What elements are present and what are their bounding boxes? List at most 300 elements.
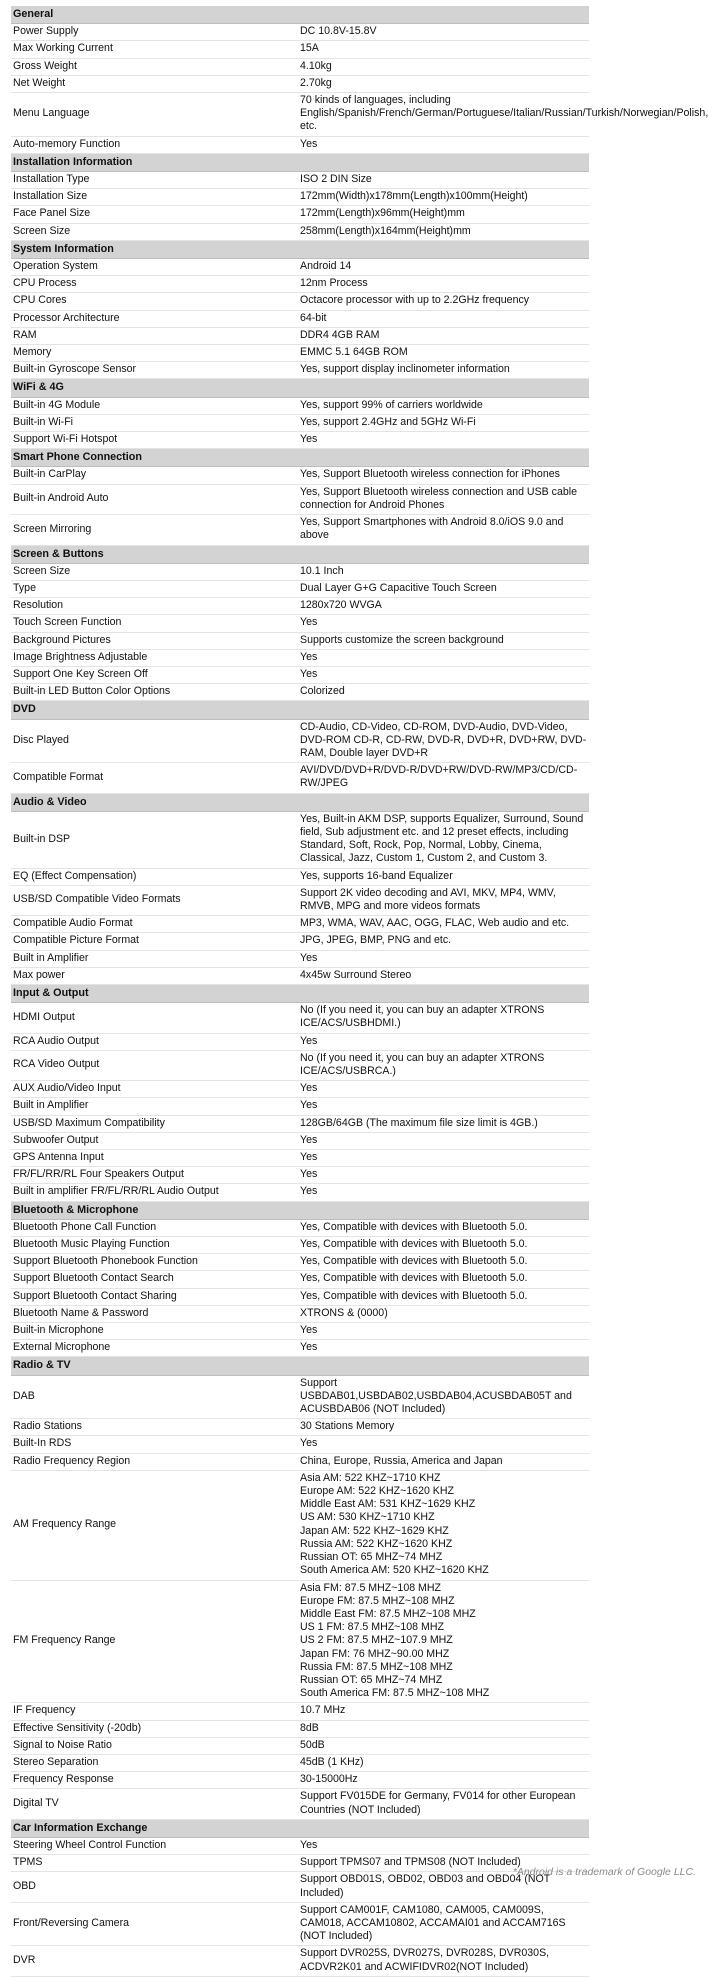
spec-row <box>11 1003 589 1033</box>
spec-row <box>11 1470 589 1580</box>
spec-value <box>300 563 589 580</box>
spec-value-line: 172mm(Length)x96mm(Height)mm <box>300 207 465 220</box>
spec-row <box>11 136 589 153</box>
spec-label: Built-in Microphone <box>11 1323 300 1340</box>
spec-label: Face Panel Size <box>11 206 300 223</box>
spec-value <box>300 1150 589 1167</box>
spec-row <box>11 24 589 41</box>
spec-value <box>300 1772 589 1789</box>
spec-value <box>300 1754 589 1771</box>
spec-value-line: Europe AM: 522 KHZ~1620 KHZ <box>300 1485 454 1498</box>
spec-label: Disc Played <box>11 719 300 763</box>
spec-label: Support Bluetooth Phonebook Function <box>11 1254 300 1271</box>
spec-value-line: MP3, WMA, WAV, AAC, OGG, FLAC, Web audio and etc. <box>300 917 570 930</box>
spec-value <box>300 868 589 885</box>
spec-label: Compatible Picture Format <box>11 933 300 950</box>
spec-value <box>300 41 589 58</box>
spec-label: Support Wi-Fi Hotspot <box>11 432 300 449</box>
spec-value-line: Middle East AM: 531 KHZ~1629 KHZ <box>300 1498 476 1511</box>
spec-row <box>11 1288 589 1305</box>
section-title: System Information <box>11 240 589 258</box>
spec-label: Built in Amplifier <box>11 1098 300 1115</box>
spec-value-line: Yes <box>300 1437 318 1450</box>
spec-label: Signal to Noise Ratio <box>11 1737 300 1754</box>
spec-value-line: China, Europe, Russia, America and Japan <box>300 1454 503 1467</box>
spec-row <box>11 293 589 310</box>
spec-label: Image Brightness Adjustable <box>11 649 300 666</box>
spec-value-line: Yes <box>300 1133 318 1146</box>
spec-label: Screen Mirroring <box>11 515 300 545</box>
spec-value <box>300 1375 589 1419</box>
spec-value-line: Yes <box>300 433 318 446</box>
spec-value <box>300 310 589 327</box>
spec-row <box>11 598 589 615</box>
spec-label: Effective Sensitivity (-20db) <box>11 1720 300 1737</box>
spec-label: Built-in DSP <box>11 811 300 868</box>
spec-value-line: US 1 FM: 87.5 MHZ~108 MHZ <box>300 1621 444 1634</box>
spec-row <box>11 1754 589 1771</box>
spec-row <box>11 1419 589 1436</box>
spec-label: Installation Type <box>11 172 300 189</box>
spec-value-line: 10.7 MHz <box>300 1704 346 1717</box>
spec-value <box>300 1902 589 1946</box>
spec-label: Built-in Gyroscope Sensor <box>11 362 300 379</box>
spec-label: Compatible Format <box>11 763 300 793</box>
spec-value-line: Supports customize the screen background <box>300 633 504 646</box>
spec-row <box>11 189 589 206</box>
spec-value <box>300 467 589 484</box>
spec-label: Screen Size <box>11 563 300 580</box>
spec-value-line: Yes, support display inclinometer information <box>300 363 510 376</box>
spec-row <box>11 58 589 75</box>
spec-row <box>11 310 589 327</box>
spec-label: Type <box>11 580 300 597</box>
spec-row <box>11 1081 589 1098</box>
spec-value-line: Yes, supports 16-band Equalizer <box>300 869 453 882</box>
spec-label: USB/SD Compatible Video Formats <box>11 885 300 915</box>
spec-row <box>11 276 589 293</box>
section-title: Input & Output <box>11 984 589 1002</box>
spec-value-line: Yes, Compatible with devices with Bluetooth 5.0. <box>300 1255 528 1268</box>
spec-value <box>300 397 589 414</box>
spec-value <box>300 136 589 153</box>
spec-row <box>11 1580 589 1703</box>
spec-row <box>11 1305 589 1322</box>
spec-row <box>11 1033 589 1050</box>
section-title: DVD <box>11 701 589 719</box>
spec-label: Built in Amplifier <box>11 950 300 967</box>
spec-value-line: Support CAM001F, CAM1080, CAM005, CAM009S, CAM018, ACCAM10802, ACCAMAI01 and ACCAM716S (NOT Included) <box>300 1903 566 1943</box>
spec-value-line: 64-bit <box>300 311 327 324</box>
section-header-row <box>11 793 589 811</box>
spec-value-line: Colorized <box>300 685 345 698</box>
spec-row <box>11 967 589 984</box>
spec-value <box>300 598 589 615</box>
spec-value-line: AVI/DVD/DVD+R/DVD-R/DVD+RW/DVD-RW/MP3/CD/CD-RW/JPEG <box>300 764 578 790</box>
spec-value-line: 30-15000Hz <box>300 1773 358 1786</box>
spec-label: Frequency Response <box>11 1772 300 1789</box>
spec-row <box>11 1436 589 1453</box>
spec-label: Power Supply <box>11 24 300 41</box>
section-title: Bluetooth & Microphone <box>11 1201 589 1219</box>
spec-value-line: Asia FM: 87.5 MHZ~108 MHZ <box>300 1581 441 1594</box>
spec-value <box>300 1340 589 1357</box>
spec-row <box>11 1132 589 1149</box>
spec-row <box>11 1115 589 1132</box>
spec-value-line: Yes <box>300 1082 318 1095</box>
spec-value <box>300 1098 589 1115</box>
spec-row <box>11 811 589 868</box>
spec-row <box>11 684 589 701</box>
spec-value <box>300 1033 589 1050</box>
spec-value-line: Support FV015DE for Germany, FV014 for other European Countries (NOT Included) <box>300 1790 576 1816</box>
spec-row <box>11 1150 589 1167</box>
spec-value <box>300 515 589 545</box>
spec-label: Built in amplifier FR/FL/RR/RL Audio Output <box>11 1184 300 1201</box>
spec-value-line: Support USBDAB01,USBDAB02,USBDAB04,ACUSBDAB05T and ACUSBDAB06 (NOT Included) <box>300 1376 572 1416</box>
spec-value <box>300 1132 589 1149</box>
spec-value <box>300 1737 589 1754</box>
spec-value-line: Yes, Compatible with devices with Bluetooth 5.0. <box>300 1220 528 1233</box>
spec-value-line: Yes, Built-in AKM DSP, supports Equalizer, Surround, Sound field, Sub adjustment etc. and 12 preset effects, including Standard, Soft, Rock, Pop, Normal, Lobby, Cinema, Classical, Jazz, Custom 1, Custom 2, and Custom 3. <box>300 812 584 865</box>
spec-label: TPMS <box>11 1855 300 1872</box>
spec-value <box>300 811 589 868</box>
spec-value <box>300 1305 589 1322</box>
spec-value <box>300 615 589 632</box>
spec-row <box>11 615 589 632</box>
spec-value-line: Yes <box>300 1168 318 1181</box>
spec-row <box>11 1737 589 1754</box>
spec-value <box>300 950 589 967</box>
section-header-row <box>11 545 589 563</box>
spec-value <box>300 345 589 362</box>
spec-value-line: No (If you need it, you can buy an adapter XTRONS ICE/ACS/USBHDMI.) <box>300 1004 545 1030</box>
spec-value <box>300 362 589 379</box>
spec-value-line: Russian OT: 65 MHZ~74 MHZ <box>300 1673 443 1686</box>
spec-label: Steering Wheel Control Function <box>11 1837 300 1854</box>
spec-value-line: Yes <box>300 667 318 680</box>
spec-value <box>300 276 589 293</box>
spec-value-line: Asia AM: 522 KHZ~1710 KHZ <box>300 1471 441 1484</box>
spec-row <box>11 172 589 189</box>
spec-row <box>11 414 589 431</box>
spec-value-line: Yes, Compatible with devices with Bluetooth 5.0. <box>300 1289 528 1302</box>
spec-label: Built-in Wi-Fi <box>11 414 300 431</box>
spec-row <box>11 1837 589 1854</box>
spec-value-line: Russia AM: 522 KHZ~1620 KHZ <box>300 1537 453 1550</box>
spec-label: HDMI Output <box>11 1003 300 1033</box>
spec-value <box>300 1436 589 1453</box>
section-header-row <box>11 984 589 1002</box>
spec-label: Menu Language <box>11 93 300 137</box>
spec-label: IF Frequency <box>11 1703 300 1720</box>
spec-row <box>11 515 589 545</box>
spec-label: EQ (Effect Compensation) <box>11 868 300 885</box>
spec-row <box>11 916 589 933</box>
spec-label: Max Working Current <box>11 41 300 58</box>
spec-value-line: 258mm(Length)x164mm(Height)mm <box>300 224 471 237</box>
spec-label: Bluetooth Name & Password <box>11 1305 300 1322</box>
spec-label: Support Bluetooth Contact Sharing <box>11 1288 300 1305</box>
spec-value <box>300 1703 589 1720</box>
spec-value <box>300 933 589 950</box>
spec-value-line: 45dB (1 KHz) <box>300 1755 364 1768</box>
spec-label: CPU Process <box>11 276 300 293</box>
spec-value-line: XTRONS & (0000) <box>300 1306 388 1319</box>
spec-row <box>11 259 589 276</box>
spec-value <box>300 885 589 915</box>
spec-label: USB/SD Maximum Compatibility <box>11 1115 300 1132</box>
spec-row <box>11 75 589 92</box>
section-header-row <box>11 1201 589 1219</box>
spec-label: OBD <box>11 1872 300 1902</box>
spec-value <box>300 414 589 431</box>
spec-row <box>11 484 589 514</box>
spec-row <box>11 1789 589 1819</box>
section-header-row <box>11 1357 589 1375</box>
spec-row <box>11 1098 589 1115</box>
spec-value-line: South America AM: 520 KHZ~1620 KHZ <box>300 1564 489 1577</box>
spec-label: FM Frequency Range <box>11 1580 300 1703</box>
spec-value <box>300 1081 589 1098</box>
section-title: WiFi & 4G <box>11 379 589 397</box>
spec-value-line: Yes, support 2.4GHz and 5GHz Wi-Fi <box>300 415 476 428</box>
spec-value <box>300 1288 589 1305</box>
spec-value-line: Yes <box>300 1034 318 1047</box>
section-title: Screen & Buttons <box>11 545 589 563</box>
spec-row <box>11 397 589 414</box>
spec-value <box>300 293 589 310</box>
spec-row <box>11 950 589 967</box>
spec-row <box>11 1323 589 1340</box>
spec-row <box>11 1237 589 1254</box>
spec-value-line: DC 10.8V-15.8V <box>300 25 377 38</box>
spec-value <box>300 172 589 189</box>
spec-row <box>11 41 589 58</box>
spec-value <box>300 206 589 223</box>
spec-label: Built-in LED Button Color Options <box>11 684 300 701</box>
spec-value <box>300 1580 589 1703</box>
spec-value <box>300 1837 589 1854</box>
spec-value-line: 50dB <box>300 1738 325 1751</box>
spec-value-line: JPG, JPEG, BMP, PNG and etc. <box>300 934 452 947</box>
section-title: Smart Phone Connection <box>11 449 589 467</box>
spec-value-line: Yes <box>300 1151 318 1164</box>
spec-label: Compatible Audio Format <box>11 916 300 933</box>
spec-value <box>300 327 589 344</box>
spec-label: Processor Architecture <box>11 310 300 327</box>
spec-value <box>300 1453 589 1470</box>
section-header-row <box>11 701 589 719</box>
spec-value-line: No (If you need it, you can buy an adapter XTRONS ICE/ACS/USBRCA.) <box>300 1051 545 1077</box>
spec-row <box>11 1050 589 1080</box>
spec-value <box>300 967 589 984</box>
spec-label: DVR <box>11 1946 300 1976</box>
spec-value-line: Android 14 <box>300 260 352 273</box>
spec-label: Installation Size <box>11 189 300 206</box>
spec-label: AM Frequency Range <box>11 1470 300 1580</box>
spec-label: Built-in 4G Module <box>11 397 300 414</box>
spec-value-line: Yes, Compatible with devices with Bluetooth 5.0. <box>300 1272 528 1285</box>
section-title: Installation Information <box>11 153 589 171</box>
spec-value <box>300 259 589 276</box>
spec-value <box>300 1419 589 1436</box>
spec-value <box>300 1254 589 1271</box>
spec-row <box>11 362 589 379</box>
spec-value <box>300 1184 589 1201</box>
spec-value-line: Yes, Support Smartphones with Android 8.0/iOS 9.0 and above <box>300 516 564 542</box>
spec-row <box>11 933 589 950</box>
spec-value-line: Support OBD01S, OBD02, OBD03 and OBD04 (NOT Included) <box>300 1873 551 1899</box>
spec-value-line: ISO 2 DIN Size <box>300 173 372 186</box>
spec-row <box>11 1271 589 1288</box>
spec-label: Built-in CarPlay <box>11 467 300 484</box>
spec-label: Background Pictures <box>11 632 300 649</box>
section-title: Radio & TV <box>11 1357 589 1375</box>
section-title: Audio & Video <box>11 793 589 811</box>
spec-row <box>11 1254 589 1271</box>
spec-value <box>300 649 589 666</box>
spec-row <box>11 223 589 240</box>
spec-value-line: Yes, Support Bluetooth wireless connection and USB cable connection for Android Phones <box>300 485 577 511</box>
spec-value-line: Yes <box>300 137 318 150</box>
spec-row <box>11 93 589 137</box>
spec-value-line: Europe FM: 87.5 MHZ~108 MHZ <box>300 1594 455 1607</box>
spec-value-line: South America FM: 87.5 MHZ~108 MHZ <box>300 1687 490 1700</box>
section-title: Car Information Exchange <box>11 1819 589 1837</box>
spec-value-line: Dual Layer G+G Capacitive Touch Screen <box>300 581 497 594</box>
spec-row <box>11 1167 589 1184</box>
spec-value-line: 10.1 Inch <box>300 564 344 577</box>
spec-value-line: Yes <box>300 1341 318 1354</box>
spec-row <box>11 1946 589 1976</box>
spec-label: DAB <box>11 1375 300 1419</box>
spec-row <box>11 1720 589 1737</box>
section-header-row <box>11 153 589 171</box>
spec-value <box>300 58 589 75</box>
spec-label: Net Weight <box>11 75 300 92</box>
spec-label: AUX Audio/Video Input <box>11 1081 300 1098</box>
spec-label: Auto-memory Function <box>11 136 300 153</box>
section-header-row <box>11 379 589 397</box>
spec-row <box>11 1902 589 1946</box>
section-header-row <box>11 240 589 258</box>
spec-value-line: 12nm Process <box>300 277 368 290</box>
spec-row <box>11 1375 589 1419</box>
spec-label: Radio Stations <box>11 1419 300 1436</box>
spec-value <box>300 189 589 206</box>
spec-label: GPS Antenna Input <box>11 1150 300 1167</box>
section-title: General <box>11 6 589 24</box>
spec-value <box>300 684 589 701</box>
spec-row <box>11 206 589 223</box>
spec-value <box>300 1219 589 1236</box>
spec-label: Max power <box>11 967 300 984</box>
spec-value-line: CD-Audio, CD-Video, CD-ROM, DVD-Audio, DVD-Video, DVD-ROM CD-R, CD-RW, DVD-R, DVD+R, DVD+RW, DVD-RAM, Double layer DVD+R <box>300 720 587 759</box>
spec-label: Memory <box>11 345 300 362</box>
spec-value-line: DDR4 4GB RAM <box>300 328 380 341</box>
spec-value-line: Yes <box>300 616 318 629</box>
spec-value <box>300 632 589 649</box>
spec-label: RCA Audio Output <box>11 1033 300 1050</box>
spec-value-line: Middle East FM: 87.5 MHZ~108 MHZ <box>300 1607 476 1620</box>
spec-label: RAM <box>11 327 300 344</box>
spec-value <box>300 1003 589 1033</box>
spec-value-line: Yes, Support Bluetooth wireless connection for iPhones <box>300 468 560 481</box>
spec-value <box>300 223 589 240</box>
spec-value <box>300 580 589 597</box>
spec-row <box>11 432 589 449</box>
spec-value-line: Octacore processor with up to 2.2GHz frequency <box>300 294 530 307</box>
spec-label: Stereo Separation <box>11 1754 300 1771</box>
spec-label: FR/FL/RR/RL Four Speakers Output <box>11 1167 300 1184</box>
spec-value-line: 172mm(Width)x178mm(Length)x100mm(Height) <box>300 190 528 203</box>
spec-row <box>11 1772 589 1789</box>
spec-label: Bluetooth Phone Call Function <box>11 1219 300 1236</box>
spec-label: RCA Video Output <box>11 1050 300 1080</box>
spec-value-line: Support DVR025S, DVR027S, DVR028S, DVR030S, ACDVR2K01 and ACWIFIDVR02(NOT Included) <box>300 1947 550 1973</box>
spec-label: Gross Weight <box>11 58 300 75</box>
spec-row <box>11 719 589 763</box>
spec-row <box>11 1340 589 1357</box>
spec-row <box>11 1184 589 1201</box>
spec-value <box>300 666 589 683</box>
spec-value-line: US AM: 530 KHZ~1710 KHZ <box>300 1511 435 1524</box>
spec-row <box>11 563 589 580</box>
spec-value-line: 128GB/64GB (The maximum file size limit is 4GB.) <box>300 1116 538 1129</box>
spec-value-line: Russian OT: 65 MHZ~74 MHZ <box>300 1551 443 1564</box>
spec-label: Front/Reversing Camera <box>11 1902 300 1946</box>
spec-value-line: Yes <box>300 1099 318 1112</box>
spec-value-line: Support 2K video decoding and AVI, MKV, MP4, WMV, RMVB, MPG and more videos formats <box>300 886 556 912</box>
spec-value <box>300 24 589 41</box>
spec-label: External Microphone <box>11 1340 300 1357</box>
spec-value-line: EMMC 5.1 64GB ROM <box>300 346 408 359</box>
spec-value-line: Japan AM: 522 KHZ~1629 KHZ <box>300 1524 449 1537</box>
spec-label: Support Bluetooth Contact Search <box>11 1271 300 1288</box>
spec-value-line: 4x45w Surround Stereo <box>300 968 412 981</box>
spec-label: Built-In RDS <box>11 1436 300 1453</box>
spec-value <box>300 93 708 137</box>
section-header-row <box>11 449 589 467</box>
spec-label: Bluetooth Music Playing Function <box>11 1237 300 1254</box>
spec-value <box>300 432 589 449</box>
spec-value-line: Yes <box>300 951 318 964</box>
spec-value <box>300 1720 589 1737</box>
spec-row <box>11 580 589 597</box>
spec-row <box>11 467 589 484</box>
spec-row <box>11 1872 589 1902</box>
spec-value <box>300 719 589 763</box>
spec-value <box>300 1167 589 1184</box>
spec-value <box>300 763 589 793</box>
spec-label: Built-in Android Auto <box>11 484 300 514</box>
spec-value-line: 30 Stations Memory <box>300 1420 395 1433</box>
spec-label: Operation System <box>11 259 300 276</box>
spec-value-line: Yes, Compatible with devices with Bluetooth 5.0. <box>300 1238 528 1251</box>
trademark-footnote: *Android is a trademark of Google LLC. <box>512 1866 696 1878</box>
spec-row <box>11 1703 589 1720</box>
spec-value-line: Japan FM: 76 MHZ~90.00 MHZ <box>300 1647 450 1660</box>
spec-value <box>300 1946 589 1976</box>
spec-label: Subwoofer Output <box>11 1132 300 1149</box>
spec-value <box>300 1050 589 1080</box>
spec-label: Screen Size <box>11 223 300 240</box>
spec-value <box>300 1323 589 1340</box>
spec-value-line: US 2 FM: 87.5 MHZ~107.9 MHZ <box>300 1634 453 1647</box>
spec-row <box>11 885 589 915</box>
spec-value-line: Yes <box>300 1324 318 1337</box>
